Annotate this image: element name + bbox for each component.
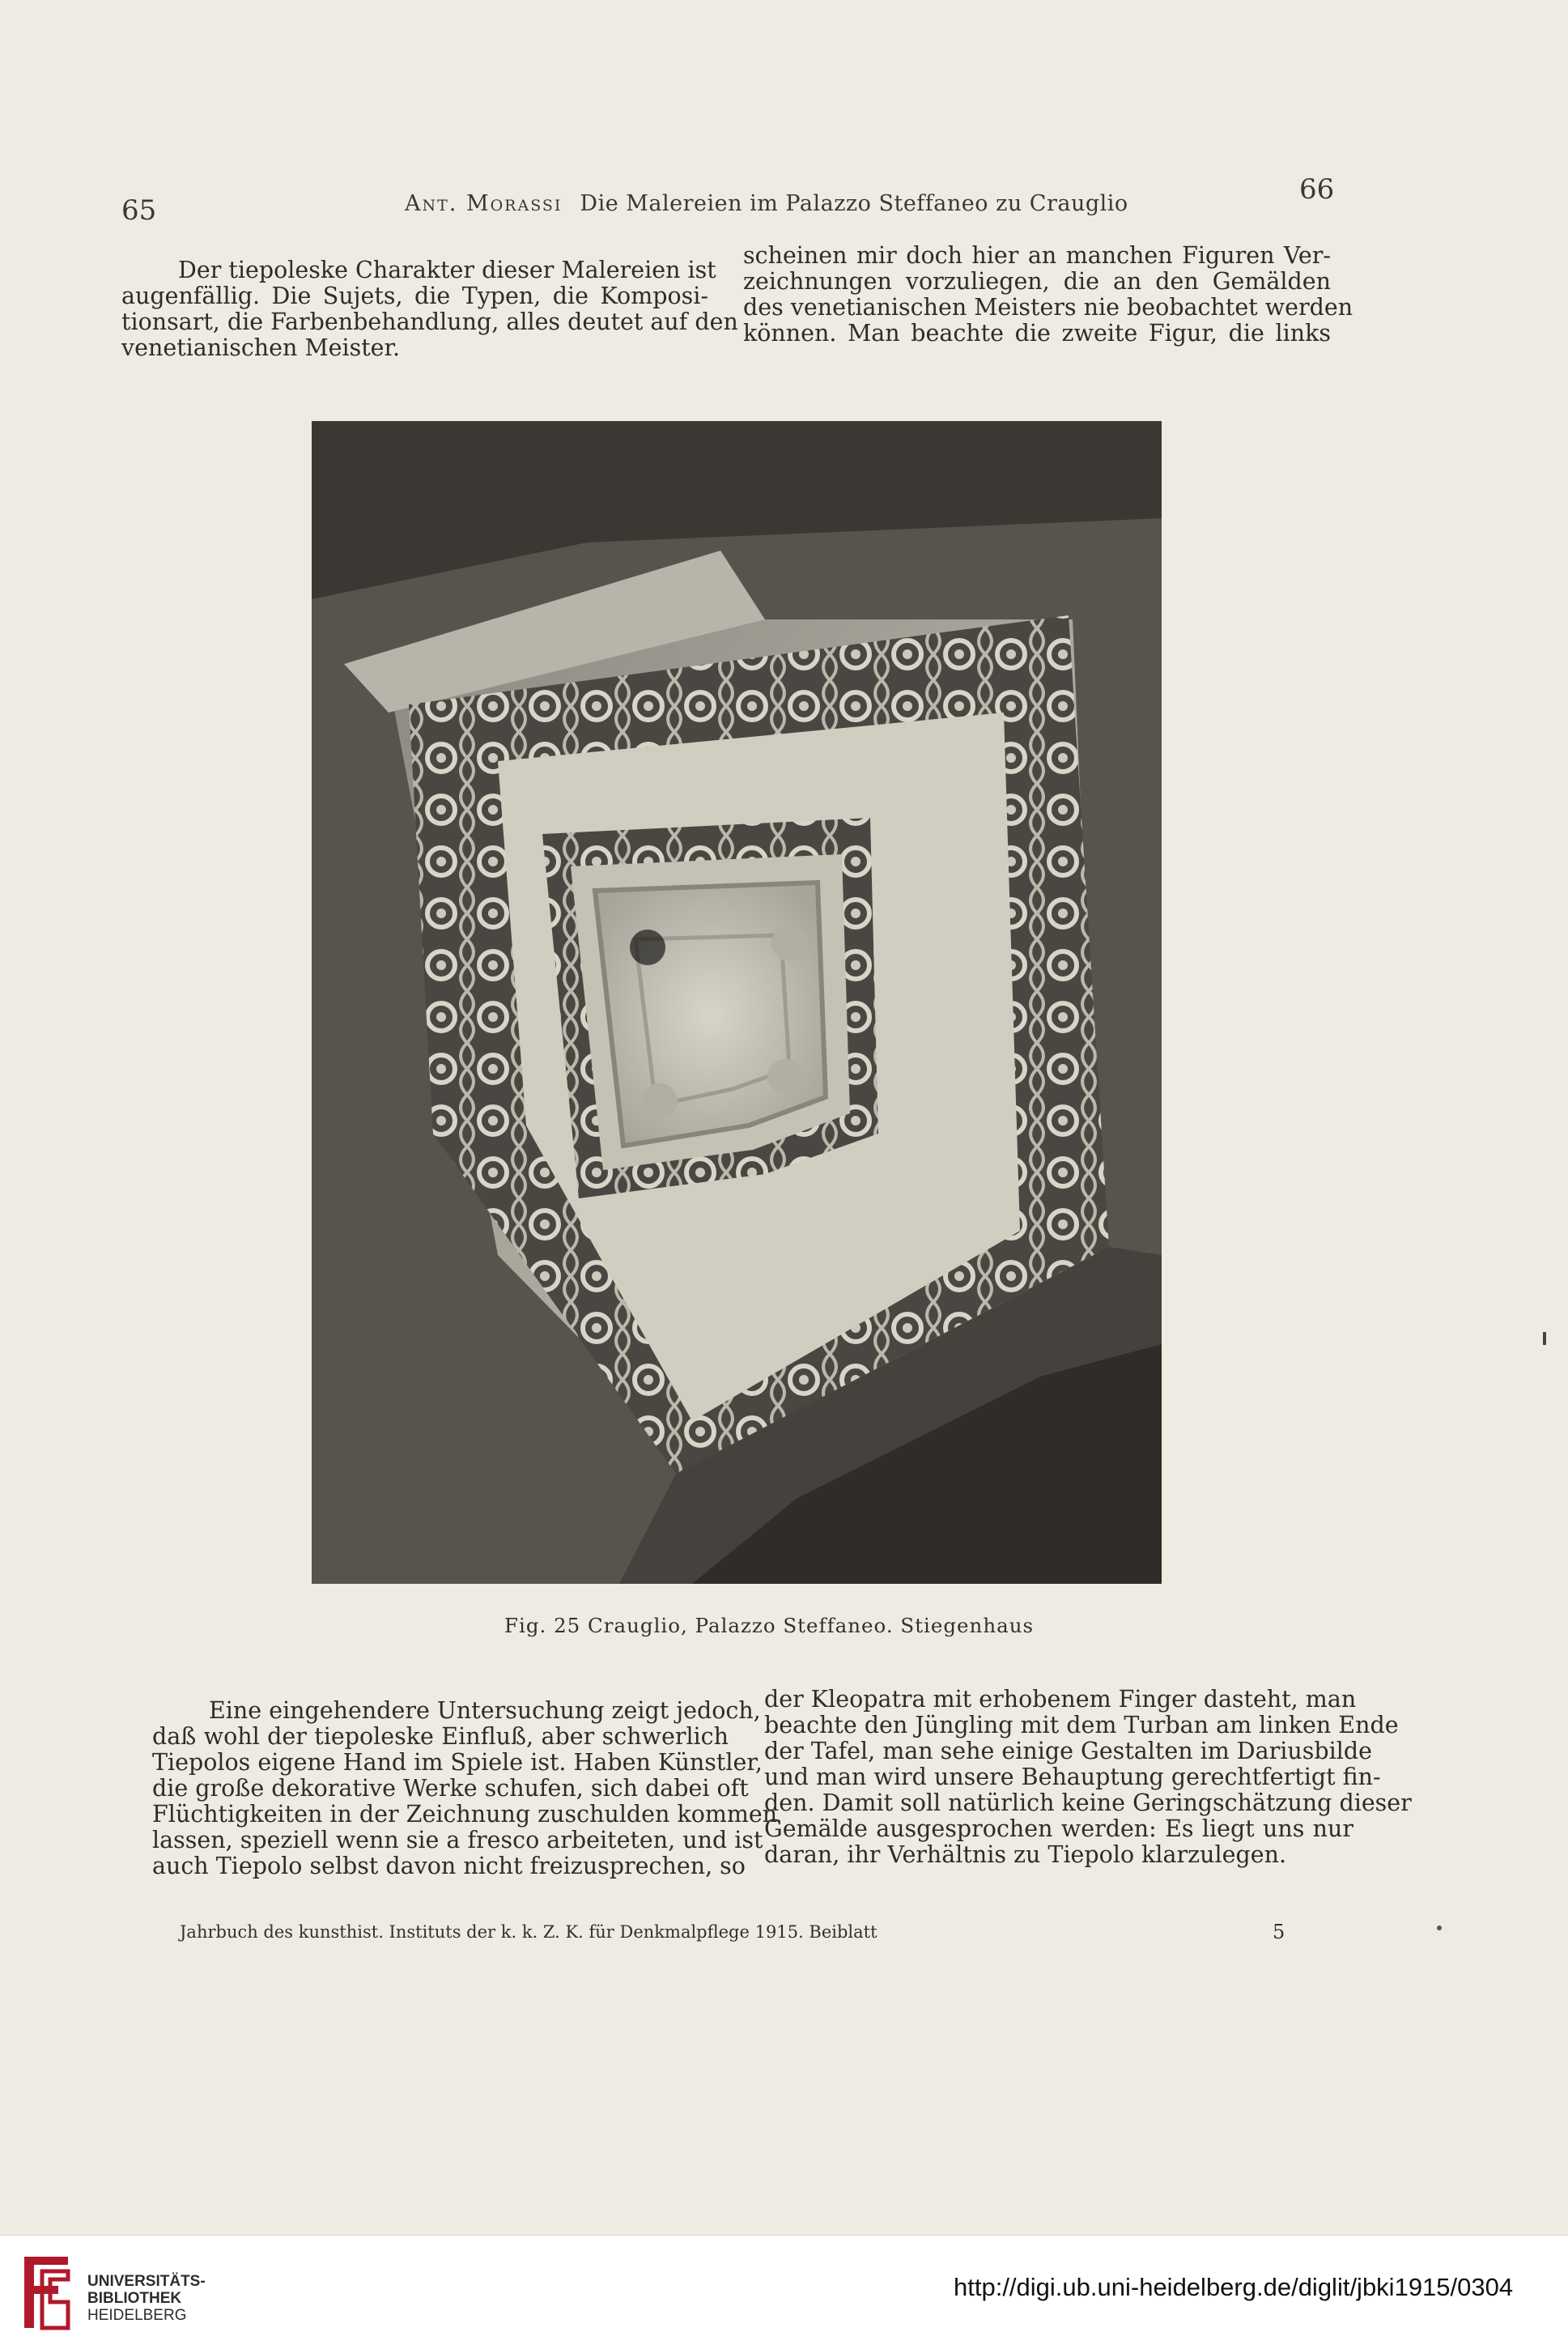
text-line: tionsart, die Farbenbehandlung, alles deutet auf den	[121, 309, 738, 335]
page-number-right: 66	[1299, 173, 1335, 206]
text-column-bottom-right	[764, 1686, 1412, 1868]
text-line: zeichnungen vorzuliegen, die an den Gemälden	[743, 268, 1331, 295]
text-line: beachte den Jüngling mit dem Turban am linken Ende	[764, 1712, 1399, 1738]
library-logo-icon	[18, 2253, 74, 2331]
text-line: daß wohl der tiepoleske Einfluß, aber schwerlich	[152, 1723, 729, 1750]
text-line: Tiepolos eigene Hand im Spiele ist. Haben Künstler,	[152, 1749, 763, 1776]
text-line: auch Tiepolo selbst davon nicht freizusprechen, so	[152, 1853, 746, 1879]
staircase-photograph	[312, 421, 1162, 1584]
text-line: Der tiepoleske Charakter dieser Malereien ist	[178, 257, 716, 283]
text-line: daran, ihr Verhältnis zu Tiepolo klarzulegen.	[764, 1841, 1287, 1868]
header-title: Die Malereien im Palazzo Steffaneo zu Crauglio	[580, 191, 1128, 216]
text-column-top-left	[121, 257, 738, 361]
source-url-link[interactable]: http://digi.ub.uni-heidelberg.de/diglit/jbki1915/0304	[954, 2273, 1514, 2301]
text-column-top-right	[743, 242, 1353, 347]
speck	[1437, 1926, 1442, 1930]
text-line: des venetianischen Meisters nie beobachtet werden	[743, 294, 1353, 321]
library-name-line3: HEIDELBERG	[87, 2307, 187, 2324]
text-line: und man wird unsere Behauptung gerechtfertigt fin-	[764, 1764, 1381, 1790]
text-line: Flüchtigkeiten in der Zeichnung zuschulden kommen	[152, 1801, 778, 1828]
text-line: können. Man beachte die zweite Figur, die links	[743, 320, 1331, 347]
text-line: scheinen mir doch hier an manchen Figuren Ver-	[743, 242, 1331, 269]
staircase-illustration	[312, 421, 1162, 1584]
journal-footer: Jahrbuch des kunsthist. Instituts der k. k. Z. K. für Denkmalpflege 1915. Beiblatt	[180, 1922, 877, 1942]
text-line: der Tafel, man sehe einige Gestalten im Dariusbilde	[764, 1738, 1372, 1764]
library-footer	[0, 2235, 1568, 2349]
text-line: der Kleopatra mit erhobenem Finger dasteht, man	[764, 1686, 1357, 1713]
running-header	[405, 191, 1128, 216]
text-line: augenfällig. Die Sujets, die Typen, die Komposi-	[121, 283, 708, 309]
library-name	[87, 2273, 206, 2324]
speck	[1543, 1332, 1546, 1345]
text-line: lassen, speziell wenn sie a fresco arbeiteten, und ist	[152, 1827, 763, 1853]
header-author: Ant. Morassi	[405, 191, 563, 216]
library-name-line2: BIBLIOTHEK	[87, 2290, 182, 2307]
text-line: Eine eingehendere Untersuchung zeigt jedoch,	[209, 1697, 761, 1724]
figure-caption: Fig. 25 Crauglio, Palazzo Steffaneo. Stiegenhaus	[504, 1614, 1035, 1637]
page-number-left: 65	[121, 194, 157, 227]
sheet-signature: 5	[1273, 1921, 1285, 1943]
text-line: venetianischen Meister.	[121, 334, 401, 361]
text-column-bottom-left	[152, 1697, 778, 1879]
library-name-line1: UNIVERSITÄTS-	[87, 2273, 206, 2290]
text-line: Gemälde ausgesprochen werden: Es liegt uns nur	[764, 1815, 1353, 1842]
text-line: die große dekorative Werke schufen, sich dabei oft	[152, 1775, 749, 1802]
text-line: den. Damit soll natürlich keine Geringschätzung dieser	[764, 1789, 1412, 1816]
